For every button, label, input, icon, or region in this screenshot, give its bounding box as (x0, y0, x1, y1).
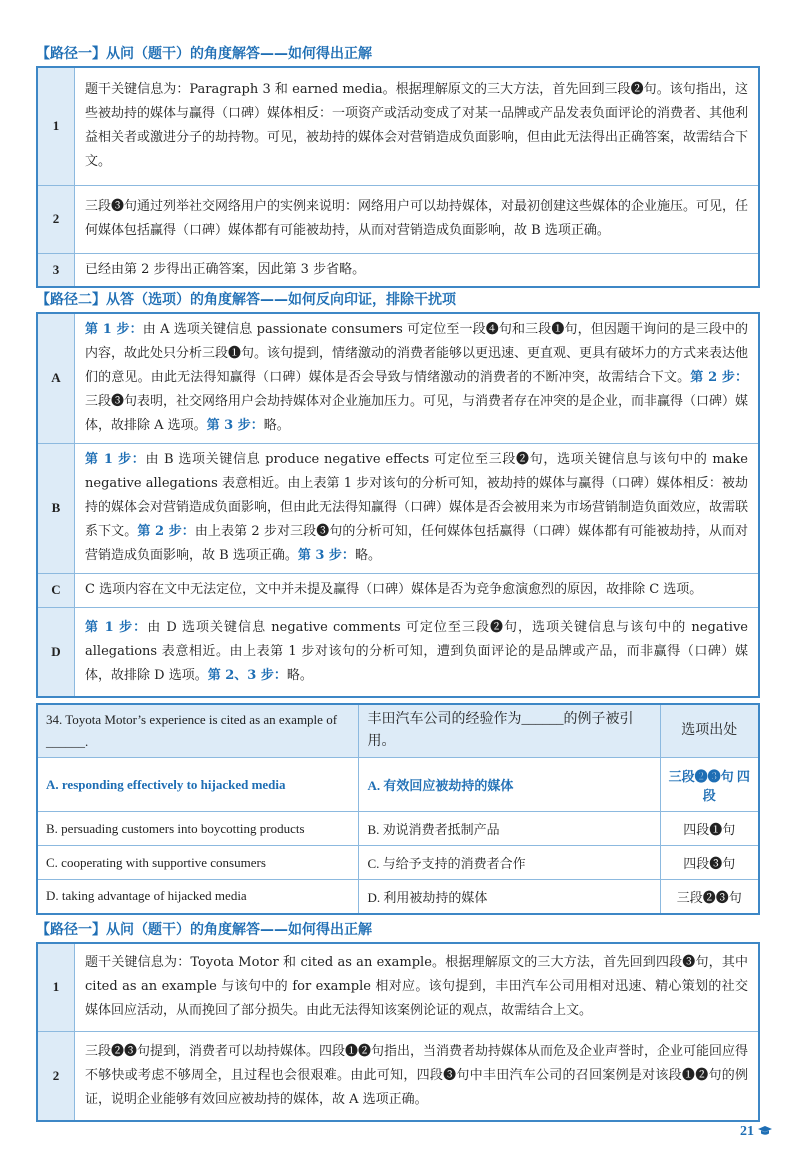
table-row (37, 253, 759, 287)
option-analysis (75, 313, 760, 443)
step-marker: 第 1 步： (85, 619, 148, 635)
option-row (37, 812, 759, 846)
step-label: 1 (37, 943, 75, 1031)
option-label: D (37, 607, 75, 697)
step-text: 略。 (354, 548, 381, 563)
step-text: 题干关键信息为：Toyota Motor 和 cited as an example。根据理解原文的三大方法，首先回到四段❸句，其中 cited as an example 与该句中的 for example 相对应。该句提到，丰田汽车公司用相对迅速、精心策划的社交媒体回应活动，从而挽回了部分损失。由此无法得知该案例论证的观点，故需结合上文。 (75, 943, 760, 1031)
step-label: 2 (37, 1031, 75, 1121)
option-row (37, 880, 759, 914)
step-marker: 第 3 步： (297, 548, 355, 563)
step-marker: 第 1 步： (85, 322, 143, 338)
step-text: 略。 (263, 418, 290, 434)
step-text: 三段❸句通过列举社交网络用户的实例来说明：网络用户可以劫持媒体，对最初创建这些媒体的企业施压。可见，任何媒体包括赢得（口碑）媒体都有可能被劫持，从而对营销造成负面影响，故 B 选项正确。 (75, 185, 760, 253)
option-zh: D. 利用被劫持的媒体 (359, 880, 660, 914)
table-row (37, 443, 759, 573)
step-text: 略。 (286, 667, 313, 683)
step-marker: 第 3 步： (206, 418, 264, 434)
option-zh: A. 有效回应被劫持的媒体 (359, 758, 660, 812)
section-title-path1: 【路径一】从问（题干）的角度解答——如何得出正解 (36, 46, 372, 62)
step-marker: 第 2 步： (137, 524, 195, 539)
option-zh: B. 劝说消费者抵制产品 (359, 812, 660, 846)
table-row (37, 313, 759, 443)
question-en: 34. Toyota Motor’s experience is cited as an example of ______. (37, 704, 359, 758)
option-label: A (37, 313, 75, 443)
step-text: 三段❷❸句提到，消费者可以劫持媒体。四段❶❷句指出，当消费者劫持媒体从而危及企业声誉时，企业可能回应得不够快或考虑不够周全，且过程也会很艰难。由此可知，四段❸句中丰田汽车公司的召回案例是对该段❶❷句的例证，说明企业能够有效回应被劫持的媒体，故 A 选项正确。 (75, 1031, 760, 1121)
step-marker: 第 1 步： (85, 452, 146, 467)
step-text: 由 B 选项关键信息 produce negative effects 可定位至三段❷句，选项关键信息与该句中的 make negative allegations 表意相近。由上表第 1 步对该句的分析可知，被劫持的媒体与赢得（口碑）媒体相反：被劫持的媒体会对营销造成负面影响，但由此无法得知赢得（口碑）媒体是否会被用来为市场营销制造负面效应，故需联系下文。 (85, 452, 749, 539)
question-34-table (36, 703, 760, 915)
option-row (37, 846, 759, 880)
step-marker: 第 2 步： (690, 370, 748, 386)
section-title-path2: 【路径二】从答（选项）的角度解答——如何反向印证，排除干扰项 (36, 292, 456, 308)
option-en: C. cooperating with supportive consumers (37, 846, 359, 880)
page-number: 21 (740, 1124, 754, 1139)
step-label: 2 (37, 185, 75, 253)
step-text: 已经由第 2 步得出正确答案，因此第 3 步省略。 (75, 253, 760, 287)
table-row (37, 607, 759, 697)
step-marker: 第 2、3 步： (207, 667, 287, 683)
step-label: 1 (37, 67, 75, 185)
option-en: B. persuading customers into boycotting products (37, 812, 359, 846)
question-header-row (37, 704, 759, 758)
option-zh: C. 与给予支持的消费者合作 (359, 846, 660, 880)
question-zh: 丰田汽车公司的经验作为______的例子被引用。 (359, 704, 660, 758)
graduation-cap-icon (758, 1126, 772, 1136)
option-label: B (37, 443, 75, 573)
option-source: 三段❷❸句 (660, 880, 759, 914)
section-title-path1-q34: 【路径一】从问（题干）的角度解答——如何得出正解 (36, 922, 372, 938)
path1-q34-table (36, 942, 760, 1122)
step-text: 由 D 选项关键信息 negative comments 可定位至三段❷句，选项关键信息与该句中的 negative allegations 表意相近。由上表第 1 步对该句的分析可知，遭到负面评论的是品牌或产品，而非赢得（口碑）媒体，故排除 D 选项。 (85, 619, 748, 683)
option-source: 四段❶句 (660, 812, 759, 846)
option-label: C (37, 573, 75, 607)
option-en: A. responding effectively to hijacked media (37, 758, 359, 812)
option-source: 三段❷❸句 四段 (660, 758, 759, 812)
step-label: 3 (37, 253, 75, 287)
step-text: 由 A 选项关键信息 passionate consumers 可定位至一段❹句和三段❶句，但因题干询问的是三段中的内容，故此处只分析三段❶句。该句提到，情绪激动的消费者能够以更迅速、更直观、更具有破坏力的方式来表达他们的意见。由此无法得知赢得（口碑）媒体是否会导致与情绪激动的消费者的不断冲突，故需结合下文。 (85, 322, 749, 386)
table-row (37, 67, 759, 185)
step-text: 题干关键信息为：Paragraph 3 和 earned media。根据理解原文的三大方法，首先回到三段❷句。该句指出，这些被劫持的媒体与赢得（口碑）媒体相反：一项资产或活动变成了对某一品牌或产品发表负面评论的消费者、其他利益相关者或激进分子的劫持物。可见，被劫持的媒体会对营销造成负面影响，但由此无法得出正确答案，故需结合下文。 (75, 67, 760, 185)
option-analysis: C 选项内容在文中无法定位，文中并未提及赢得（口碑）媒体是否为竞争愈演愈烈的原因，故排除 C 选项。 (75, 573, 760, 607)
source-header: 选项出处 (660, 704, 759, 758)
option-row (37, 758, 759, 812)
option-source: 四段❸句 (660, 846, 759, 880)
step-text: 三段❸句表明，社交网络用户会劫持媒体对企业施加压力。可见，与消费者存在冲突的是企业，而非赢得（口碑）媒体，故排除 A 选项。 (85, 394, 749, 434)
option-analysis (75, 443, 760, 573)
step-text: 由上表第 2 步对三段❸句的分析可知，任何媒体包括赢得（口碑）媒体都有可能被劫持，从而对营销造成负面影响，故 B 选项正确。 (85, 524, 748, 563)
table-row (37, 1031, 759, 1121)
table-row (37, 185, 759, 253)
option-en: D. taking advantage of hijacked media (37, 880, 359, 914)
option-analysis (75, 607, 760, 697)
path2-table (36, 312, 760, 698)
table-row (37, 943, 759, 1031)
table-row (37, 573, 759, 607)
path1-table (36, 66, 760, 288)
